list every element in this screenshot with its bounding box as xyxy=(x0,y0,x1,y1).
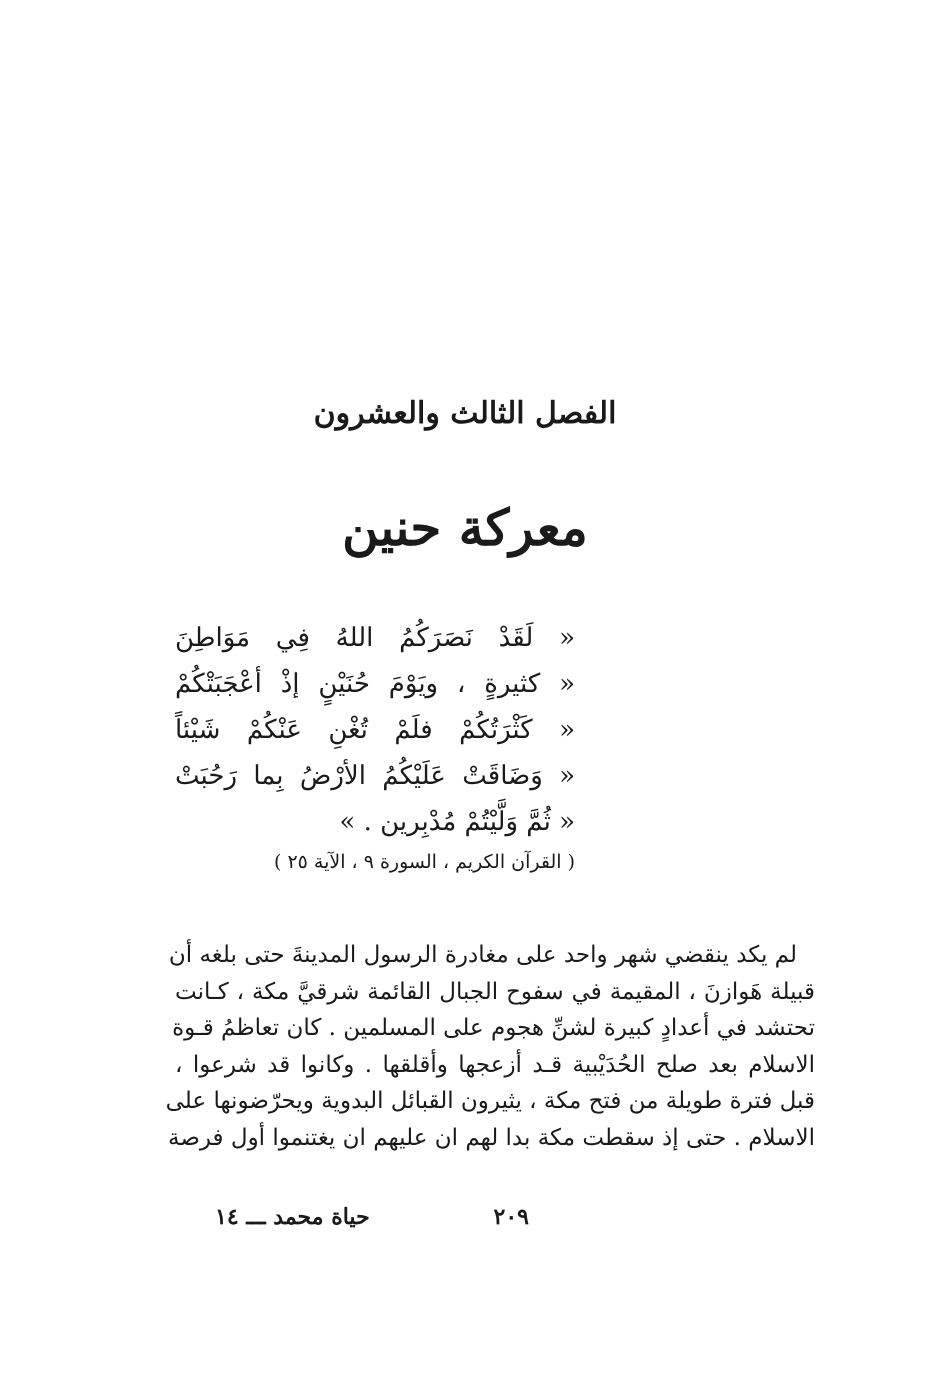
chapter-label: الفصل الثالث والعشرون xyxy=(313,396,617,431)
body-line: قبيلة هَوازنَ ، المقيمة في سفوح الجبال القائمة شرقيَّ مكة ، كـانت xyxy=(175,978,815,1005)
quran-line: « ثُمَّ وَلَّيْتُمْ مُدْبِرين . » xyxy=(339,807,575,837)
page-number: ٢٠٩ xyxy=(493,1204,529,1230)
quran-citation: ( القرآن الكريم ، السورة ٩ ، الآية ٢٥ ) xyxy=(273,851,575,873)
body-line: قبل فترة طويلة من فتح مكة ، يثيرون القبائل البدوية ويحرّضونها على xyxy=(165,1088,815,1114)
body-line: الاسلام . حتى إذ سقطت مكة بدا لهم ان عليهم ان يغتنموا أول فرصة xyxy=(168,1124,815,1151)
body-line: الاسلام بعد صلح الحُدَيْبية قـد أزعجها وأقلقها . وكانوا قد شرعوا ، xyxy=(175,1051,815,1078)
body-line: تحتشد في أعدادٍ كبيرة لشنِّ هجوم على المسلمين . كان تعاظمُ قـوة xyxy=(172,1015,815,1041)
quran-line: « كَثْرَتُكُمْ فلَمْ تُغْنِ عَنْكُمْ شَيْئاً xyxy=(175,715,575,745)
page-footer xyxy=(175,1200,575,1240)
body-line: لم يكد ينقضي شهر واحد على مغادرة الرسول المدينةَ حتى بلغه أن xyxy=(168,942,797,968)
chapter-title: معركة حنين xyxy=(342,498,588,557)
quran-line: « لَقَدْ نَصَرَكُمُ اللهُ فِي مَوَاطِنَ xyxy=(175,623,575,653)
running-head: حياة محمد ـــ ١٤ xyxy=(215,1204,370,1230)
quran-line: « كثيرةٍ ، ويَوْمَ حُنَيْنٍ إذْ أعْجَبَتْكُمْ xyxy=(175,669,575,699)
quran-quote xyxy=(175,615,575,845)
body-paragraph xyxy=(165,937,815,1156)
quran-line: « وَضَاقَتْ عَلَيْكُمُ الأرْضُ بِما رَحُبَتْ xyxy=(175,761,575,791)
